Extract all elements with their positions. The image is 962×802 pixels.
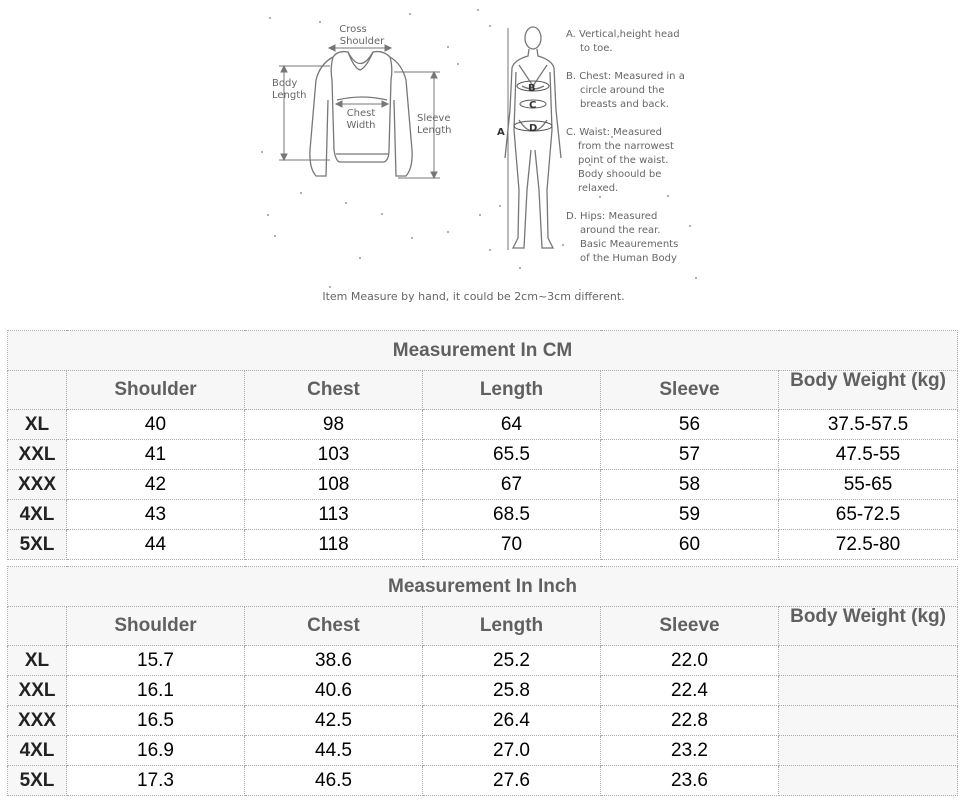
length-value: 64 xyxy=(423,410,601,440)
chest-value: 103 xyxy=(245,440,423,470)
label-cross-shoulder-2: Shoulder xyxy=(339,36,385,47)
header-sleeve: Sleeve xyxy=(601,371,779,410)
note-c-4: Body shoould be xyxy=(578,169,662,180)
header-sleeve: Sleeve xyxy=(601,607,779,646)
label-body-length-2: Length xyxy=(272,90,307,101)
header-body-weight: Body Weight (kg) xyxy=(779,371,958,410)
length-value: 27.0 xyxy=(423,736,601,766)
shoulder-value: 15.7 xyxy=(67,646,245,676)
length-value: 65.5 xyxy=(423,440,601,470)
length-value: 25.2 xyxy=(423,646,601,676)
shoulder-value: 16.1 xyxy=(67,676,245,706)
table-row xyxy=(8,736,958,766)
length-value: 70 xyxy=(423,530,601,560)
table-row xyxy=(8,500,958,530)
table-row xyxy=(8,676,958,706)
body-weight-value xyxy=(779,736,958,766)
note-d-4: of the Human Body xyxy=(580,253,677,264)
measurement-diagram xyxy=(0,0,962,290)
note-c-5: relaxed. xyxy=(578,183,619,194)
body-weight-value xyxy=(779,676,958,706)
table-row xyxy=(8,440,958,470)
note-b-1: B. Chest: Measured in a xyxy=(566,71,685,82)
note-d-3: Basic Meaurements xyxy=(580,239,679,250)
chest-value: 42.5 xyxy=(245,706,423,736)
header-corner xyxy=(8,607,67,646)
body-weight-value xyxy=(779,646,958,676)
note-c-1: C. Waist: Measured xyxy=(566,127,663,138)
chest-value: 38.6 xyxy=(245,646,423,676)
size-label: XXX xyxy=(8,470,67,500)
chest-value: 46.5 xyxy=(245,766,423,796)
measure-note: Item Measure by hand, it could be 2cm~3cm different. xyxy=(322,290,625,303)
size-label: XXX xyxy=(8,706,67,736)
label-body-length-1: Body xyxy=(272,78,298,89)
body-weight-value: 37.5-57.5 xyxy=(779,410,958,440)
chest-value: 113 xyxy=(245,500,423,530)
note-c-3: point of the waist. xyxy=(578,155,669,166)
sleeve-value: 58 xyxy=(601,470,779,500)
sleeve-value: 22.4 xyxy=(601,676,779,706)
sleeve-value: 57 xyxy=(601,440,779,470)
size-label: XXL xyxy=(8,440,67,470)
body-weight-value: 55-65 xyxy=(779,470,958,500)
table-row xyxy=(8,470,958,500)
body-figure-drawing xyxy=(505,27,561,248)
note-b-2: circle around the xyxy=(580,85,665,96)
cm-header-row xyxy=(8,371,958,410)
header-chest: Chest xyxy=(245,607,423,646)
size-label: 4XL xyxy=(8,736,67,766)
header-corner xyxy=(8,371,67,410)
header-length: Length xyxy=(423,371,601,410)
header-length: Length xyxy=(423,607,601,646)
label-chest-width-2: Width xyxy=(346,120,376,131)
note-c-2: from the narrowest xyxy=(578,141,674,152)
header-body-weight: Body Weight (kg) xyxy=(779,607,958,646)
length-value: 68.5 xyxy=(423,500,601,530)
header-chest: Chest xyxy=(245,371,423,410)
chest-value: 98 xyxy=(245,410,423,440)
cm-size-table xyxy=(7,330,958,560)
note-a-1: A. Vertical,height head xyxy=(566,29,680,40)
size-label: XXL xyxy=(8,676,67,706)
header-shoulder: Shoulder xyxy=(67,607,245,646)
body-weight-value xyxy=(779,706,958,736)
sleeve-value: 23.6 xyxy=(601,766,779,796)
table-row xyxy=(8,530,958,560)
size-label: 5XL xyxy=(8,530,67,560)
label-sleeve-length-1: Sleeve xyxy=(417,113,451,124)
shoulder-value: 16.5 xyxy=(67,706,245,736)
length-value: 67 xyxy=(423,470,601,500)
sleeve-value: 22.8 xyxy=(601,706,779,736)
shoulder-value: 40 xyxy=(67,410,245,440)
size-label: XL xyxy=(8,410,67,440)
note-d-2: around the rear. xyxy=(580,225,661,236)
inch-size-table xyxy=(7,566,958,796)
label-sleeve-length-2: Length xyxy=(417,125,452,136)
length-value: 27.6 xyxy=(423,766,601,796)
sleeve-value: 59 xyxy=(601,500,779,530)
measurement-illustration xyxy=(0,0,962,320)
length-value: 26.4 xyxy=(423,706,601,736)
table-row xyxy=(8,410,958,440)
inch-header-row xyxy=(8,607,958,646)
label-point-d: D xyxy=(529,123,538,134)
body-weight-value xyxy=(779,766,958,796)
length-value: 25.8 xyxy=(423,676,601,706)
sleeve-value: 60 xyxy=(601,530,779,560)
label-cross-shoulder-1: Cross xyxy=(339,24,367,35)
table-row xyxy=(8,646,958,676)
sleeve-value: 23.2 xyxy=(601,736,779,766)
shoulder-value: 41 xyxy=(67,440,245,470)
shoulder-value: 16.9 xyxy=(67,736,245,766)
label-point-c: C xyxy=(529,100,537,111)
shoulder-value: 42 xyxy=(67,470,245,500)
note-d-1: D. Hips: Measured xyxy=(566,211,658,222)
shoulder-value: 43 xyxy=(67,500,245,530)
sleeve-value: 22.0 xyxy=(601,646,779,676)
body-weight-value: 72.5-80 xyxy=(779,530,958,560)
shoulder-value: 44 xyxy=(67,530,245,560)
chest-value: 40.6 xyxy=(245,676,423,706)
chest-value: 44.5 xyxy=(245,736,423,766)
size-label: 4XL xyxy=(8,500,67,530)
header-shoulder: Shoulder xyxy=(67,371,245,410)
body-weight-value: 47.5-55 xyxy=(779,440,958,470)
table-row xyxy=(8,706,958,736)
label-point-b: B xyxy=(528,83,536,94)
chest-value: 118 xyxy=(245,530,423,560)
note-a-2: to toe. xyxy=(580,43,613,54)
table-row xyxy=(8,766,958,796)
sleeve-value: 56 xyxy=(601,410,779,440)
inch-table-title: Measurement In Inch xyxy=(8,567,958,607)
size-label: 5XL xyxy=(8,766,67,796)
label-chest-width-1: Chest xyxy=(346,108,376,119)
shoulder-value: 17.3 xyxy=(67,766,245,796)
body-weight-value: 65-72.5 xyxy=(779,500,958,530)
label-point-a: A xyxy=(497,127,505,138)
chest-value: 108 xyxy=(245,470,423,500)
cm-table-title: Measurement In CM xyxy=(8,331,958,371)
size-label: XL xyxy=(8,646,67,676)
note-b-3: breasts and back. xyxy=(580,99,669,110)
